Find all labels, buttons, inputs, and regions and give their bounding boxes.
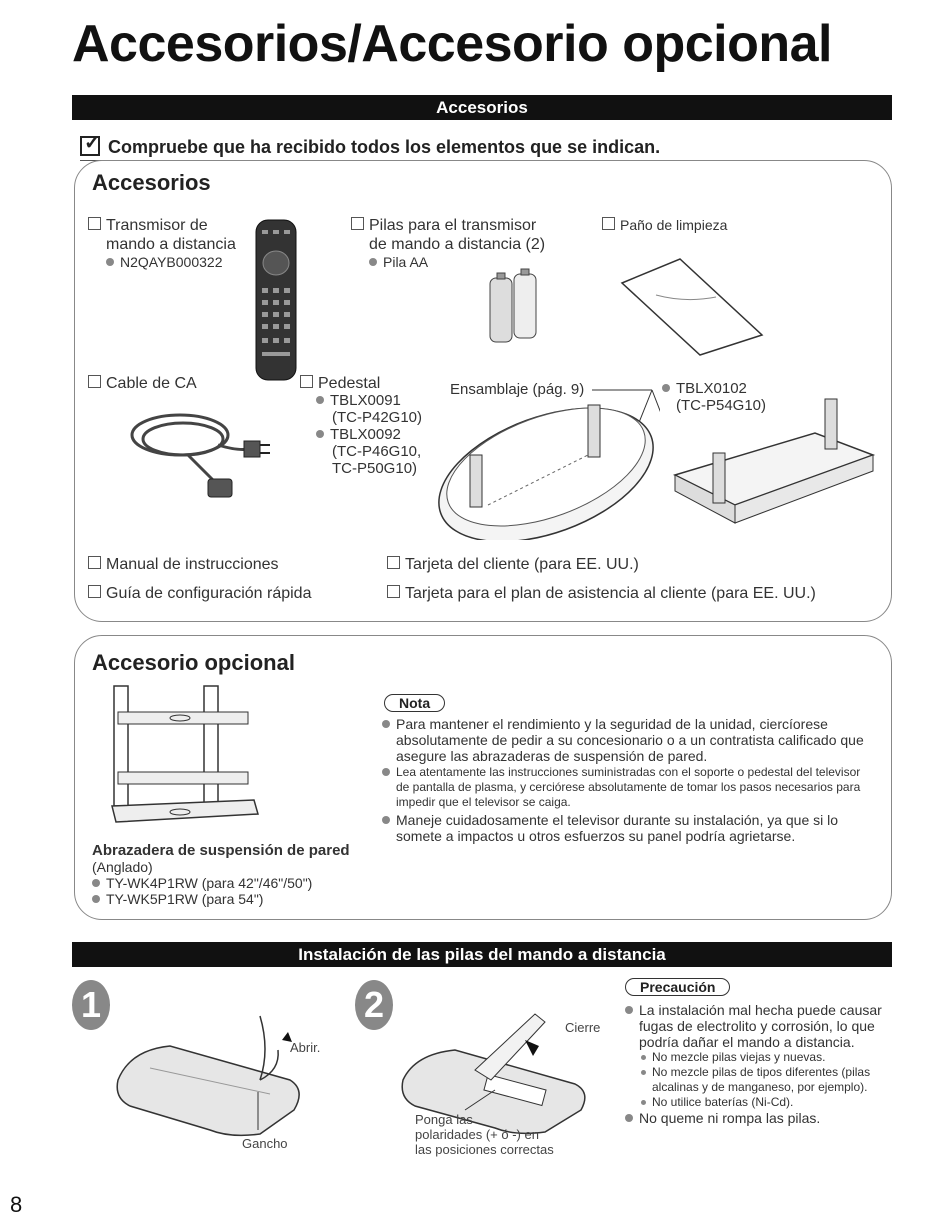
pedestal-code2: TBLX0092: [330, 426, 401, 443]
item-remote-code: N2QAYB000322: [120, 254, 223, 270]
polarity-line1: Ponga las: [415, 1112, 473, 1127]
accessories-bar-title: Accesorios: [436, 98, 528, 117]
item-customer-card: [387, 555, 639, 574]
item-quick-guide: [88, 584, 311, 603]
checkbox-icon: [88, 375, 101, 388]
caution-list: [625, 1002, 897, 1126]
open-label: Abrir.: [290, 1040, 321, 1055]
item-pedestal-label: Pedestal: [318, 375, 381, 392]
pedestal-oval-illustration: [428, 395, 663, 540]
item-manual: [88, 555, 279, 574]
bullet-icon: [625, 1006, 633, 1014]
caution-sub3: No utilice baterías (Ni-Cd).: [652, 1095, 794, 1109]
accessories-box-title: Accesorios: [92, 170, 211, 195]
accessories-bar: [72, 95, 892, 120]
bullet-icon: [382, 768, 390, 776]
note-2: Lea atentamente las instrucciones suministradas con el soporte o pedestal del televisor de pantalla de plasma, y cerciórese absolutamente de tomar los pasos necesarios para impedir que el televisor se caiga.: [396, 765, 861, 809]
item-support-card-label: Tarjeta para el plan de asistencia al cliente (para EE. UU.): [405, 585, 816, 602]
checkbox-icon: [88, 556, 101, 569]
checkbox-icon: [602, 217, 615, 230]
battery-install-bar-title: Instalación de las pilas del mando a distancia: [298, 945, 666, 964]
step2-number: 2: [355, 980, 393, 1030]
note-1: Para mantener el rendimiento y la seguridad de la unidad, ciercíorese absolutamente de pedir a su concesionario o a un contratista calificado que asegure las abrazaderas de suspensión de pared.: [396, 716, 864, 764]
optional-accessory-title: Accesorio opcional: [92, 650, 295, 675]
bracket-model1: TY-WK4P1RW (para 42"/46"/50"): [106, 875, 313, 891]
caution-last: No queme ni rompa las pilas.: [639, 1110, 821, 1126]
step1-number: 1: [72, 980, 110, 1030]
pedestal-model1: (TC-P42G10): [332, 409, 423, 426]
item-batteries-sub: Pila AA: [383, 254, 429, 270]
item-support-card: [387, 584, 816, 603]
bullet-icon: [641, 1055, 646, 1060]
hook-label: Gancho: [242, 1136, 288, 1151]
caution-label: Precaución: [625, 978, 730, 996]
item-cloth: [602, 216, 727, 235]
nota-label: Nota: [384, 694, 445, 712]
bracket-sub: (Anglado): [92, 859, 153, 875]
pedestal-rect-illustration: [665, 395, 880, 535]
pedestal-codes: [316, 392, 422, 477]
caution-sub1: No mezcle pilas viejas y nuevas.: [652, 1050, 826, 1064]
assembly-code: TBLX0102: [676, 380, 747, 397]
caution-main: La instalación mal hecha puede causar fugas de electrolito y corrosión, lo que podría dañar el mando a distancia.: [639, 1002, 882, 1050]
pedestal-code1: TBLX0091: [330, 392, 401, 409]
pedestal-model2b: TC-P50G10): [332, 460, 418, 477]
caution-sub2: No mezcle pilas de tipos diferentes (pilas alcalinas y de manganeso, por ejemplo).: [652, 1065, 871, 1094]
wall-bracket-illustration: [104, 682, 264, 837]
check-instruction-text: Compruebe que ha recibido todos los elementos que se indican.: [108, 137, 661, 157]
item-pedestal: [300, 374, 380, 393]
note-3: Maneje cuidadosamente el televisor durante su instalación, ya que si lo somete a impactos u otros esfuerzos su panel podría agrietarse.: [396, 812, 839, 844]
item-quick-guide-label: Guía de configuración rápida: [106, 585, 312, 602]
bullet-icon: [369, 258, 377, 266]
bullet-icon: [316, 430, 324, 438]
item-remote: [88, 216, 236, 270]
bullet-icon: [382, 720, 390, 728]
item-manual-label: Manual de instrucciones: [106, 556, 279, 573]
polarity-line3: las posiciones correctas: [415, 1142, 554, 1157]
item-remote-line2: mando a distancia: [106, 236, 236, 253]
polarity-line2: polaridades (+ ó -) en: [415, 1127, 539, 1142]
page-number: 8: [10, 1192, 23, 1217]
bullet-icon: [641, 1100, 646, 1105]
bracket-title: Abrazadera de suspensión de pared: [92, 842, 350, 859]
checkbox-icon: [387, 585, 400, 598]
item-ac-cable: [88, 374, 197, 393]
checkbox-icon: [300, 375, 313, 388]
bracket-info: [92, 843, 350, 907]
bracket-model2: TY-WK5P1RW (para 54"): [106, 891, 264, 907]
item-batteries-line2: de mando a distancia (2): [369, 236, 546, 253]
remote-open-illustration: [110, 1010, 310, 1140]
item-remote-line1: Transmisor de: [106, 217, 208, 234]
batteries-illustration: [486, 268, 542, 346]
item-customer-card-label: Tarjeta del cliente (para EE. UU.): [405, 556, 639, 573]
cloth-illustration: [616, 255, 766, 360]
checkbox-icon: [387, 556, 400, 569]
close-label: Cierre: [565, 1020, 601, 1035]
bullet-icon: [92, 879, 100, 887]
bullet-icon: [641, 1070, 646, 1075]
bullet-icon: [382, 816, 390, 824]
battery-install-bar: [72, 942, 892, 967]
check-instruction: [80, 136, 660, 158]
checkbox-icon: [88, 217, 101, 230]
checkbox-icon: [351, 217, 364, 230]
pedestal-model2a: (TC-P46G10,: [332, 443, 422, 460]
bullet-icon: [625, 1114, 633, 1122]
bullet-icon: [662, 384, 670, 392]
item-batteries-line1: Pilas para el transmisor: [369, 217, 537, 234]
bullet-icon: [106, 258, 114, 266]
bullet-icon: [92, 895, 100, 903]
item-cloth-label: Paño de limpieza: [620, 217, 728, 233]
item-batteries: [351, 216, 545, 270]
page-title: Accesorios/Accesorio opcional: [72, 15, 832, 73]
remote-illustration: [254, 218, 298, 383]
polarity-caption: [415, 1112, 554, 1157]
assembly-label: Ensamblaje (pág. 9): [450, 381, 585, 398]
bullet-icon: [316, 396, 324, 404]
item-ac-cable-label: Cable de CA: [106, 375, 197, 392]
ac-cable-illustration: [128, 405, 278, 505]
assembly-model: (TC-P54G10): [676, 397, 767, 414]
checkbox-icon: [88, 585, 101, 598]
checkbox-icon: [80, 136, 100, 156]
notes-list: [382, 716, 872, 844]
